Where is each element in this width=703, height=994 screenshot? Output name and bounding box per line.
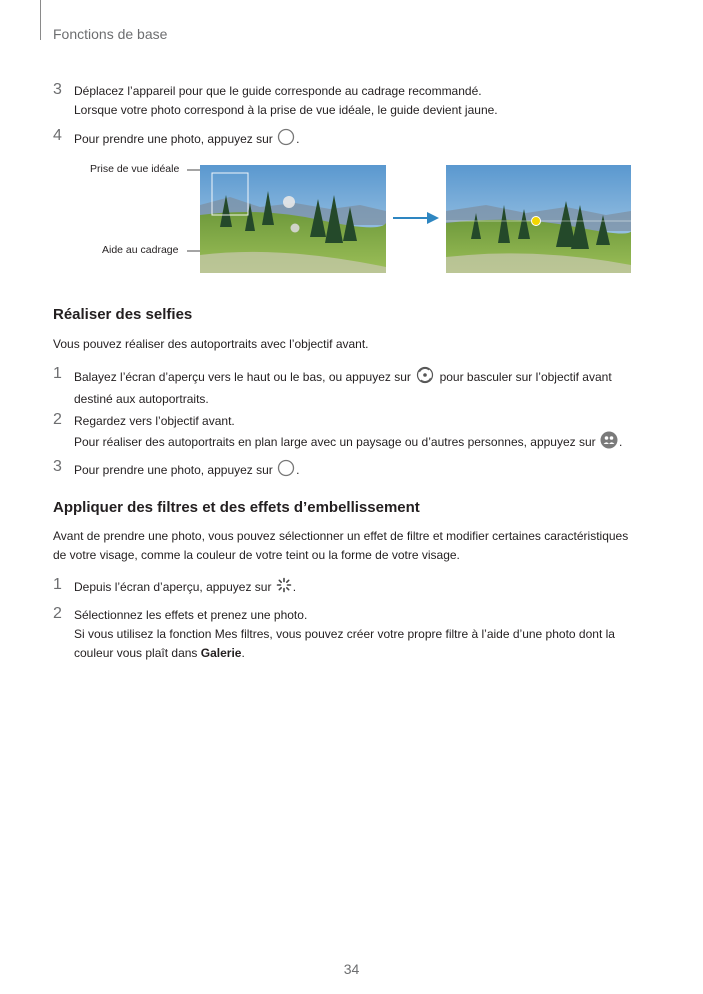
- step-line: Lorsque votre photo correspond à la prise de vue idéale, le guide devient jaune.: [74, 103, 498, 117]
- filters-icon: [276, 577, 292, 599]
- step-text-after: .: [296, 132, 300, 147]
- step-line: Regardez vers l’objectif avant.: [74, 414, 235, 428]
- step-line: destiné aux autoportraits.: [74, 392, 209, 406]
- step-text-after: .: [292, 580, 297, 595]
- step-text: [74, 459, 300, 483]
- step-text: [74, 577, 296, 599]
- callout-framing-guide: Aide au cadrage: [102, 244, 179, 256]
- step-text-after: .: [619, 435, 623, 450]
- step-number: 1: [53, 365, 62, 382]
- preview-photo-after: [446, 165, 631, 273]
- step-number: 2: [53, 411, 62, 428]
- step-text-after: .: [296, 463, 300, 478]
- step-number: 2: [53, 605, 62, 622]
- page-number: 34: [343, 961, 360, 977]
- section-header: Fonctions de base: [53, 26, 168, 42]
- step-text-before: couleur vous plaît dans: [74, 646, 198, 660]
- step-text-before: Pour réaliser des autoportraits en plan large avec un paysage ou d’autres personnes, appuyez sur: [74, 435, 596, 450]
- step-line: Si vous utilisez la fonction Mes filtres, vous pouvez créer votre propre filtre à l’aide d’une photo dont la: [74, 627, 615, 641]
- step-text: [74, 366, 612, 409]
- step-text-before: Pour prendre une photo, appuyez sur: [74, 132, 273, 147]
- intro-line: de votre visage, comme la couleur de votre teint ou la forme de votre visage.: [53, 548, 460, 562]
- filters-intro: [53, 527, 628, 565]
- step-text: [74, 606, 615, 663]
- gallery-app-name: Galerie: [200, 646, 242, 660]
- shutter-icon: [277, 459, 295, 483]
- section-title-selfies: Réaliser des selfies: [53, 306, 193, 323]
- step-text-before: Depuis l’écran d’aperçu, appuyez sur: [74, 580, 272, 595]
- arrow-right-icon: [393, 211, 439, 228]
- step-number: 1: [53, 576, 62, 593]
- step-number: 3: [53, 81, 62, 98]
- step-text-before: Pour prendre une photo, appuyez sur: [74, 463, 273, 478]
- step-number: 4: [53, 127, 62, 144]
- step-line: Déplacez l’appareil pour que le guide corresponde au cadrage recommandé.: [74, 84, 482, 98]
- step-text: [74, 412, 622, 455]
- intro-line: Avant de prendre une photo, vous pouvez sélectionner un effet de filtre et modifier certaines caractéristiques: [53, 529, 629, 543]
- step-text-after: pour basculer sur l’objectif avant: [439, 370, 612, 385]
- step-line: Sélectionnez les effets et prenez une photo.: [74, 608, 308, 622]
- step-number: 3: [53, 458, 62, 475]
- switch-camera-icon: [415, 366, 435, 390]
- step-text-before: Balayez l’écran d’aperçu vers le haut ou le bas, ou appuyez sur: [74, 370, 411, 385]
- selfies-intro: Vous pouvez réaliser des autoportraits avec l’objectif avant.: [53, 337, 369, 351]
- step-text-after: .: [241, 646, 245, 660]
- callout-ideal-shot: Prise de vue idéale: [90, 163, 180, 175]
- section-title-filters: Appliquer des filtres et des effets d’embellissement: [53, 499, 420, 516]
- wide-selfie-icon: [600, 431, 618, 455]
- preview-photo-before: [200, 165, 386, 273]
